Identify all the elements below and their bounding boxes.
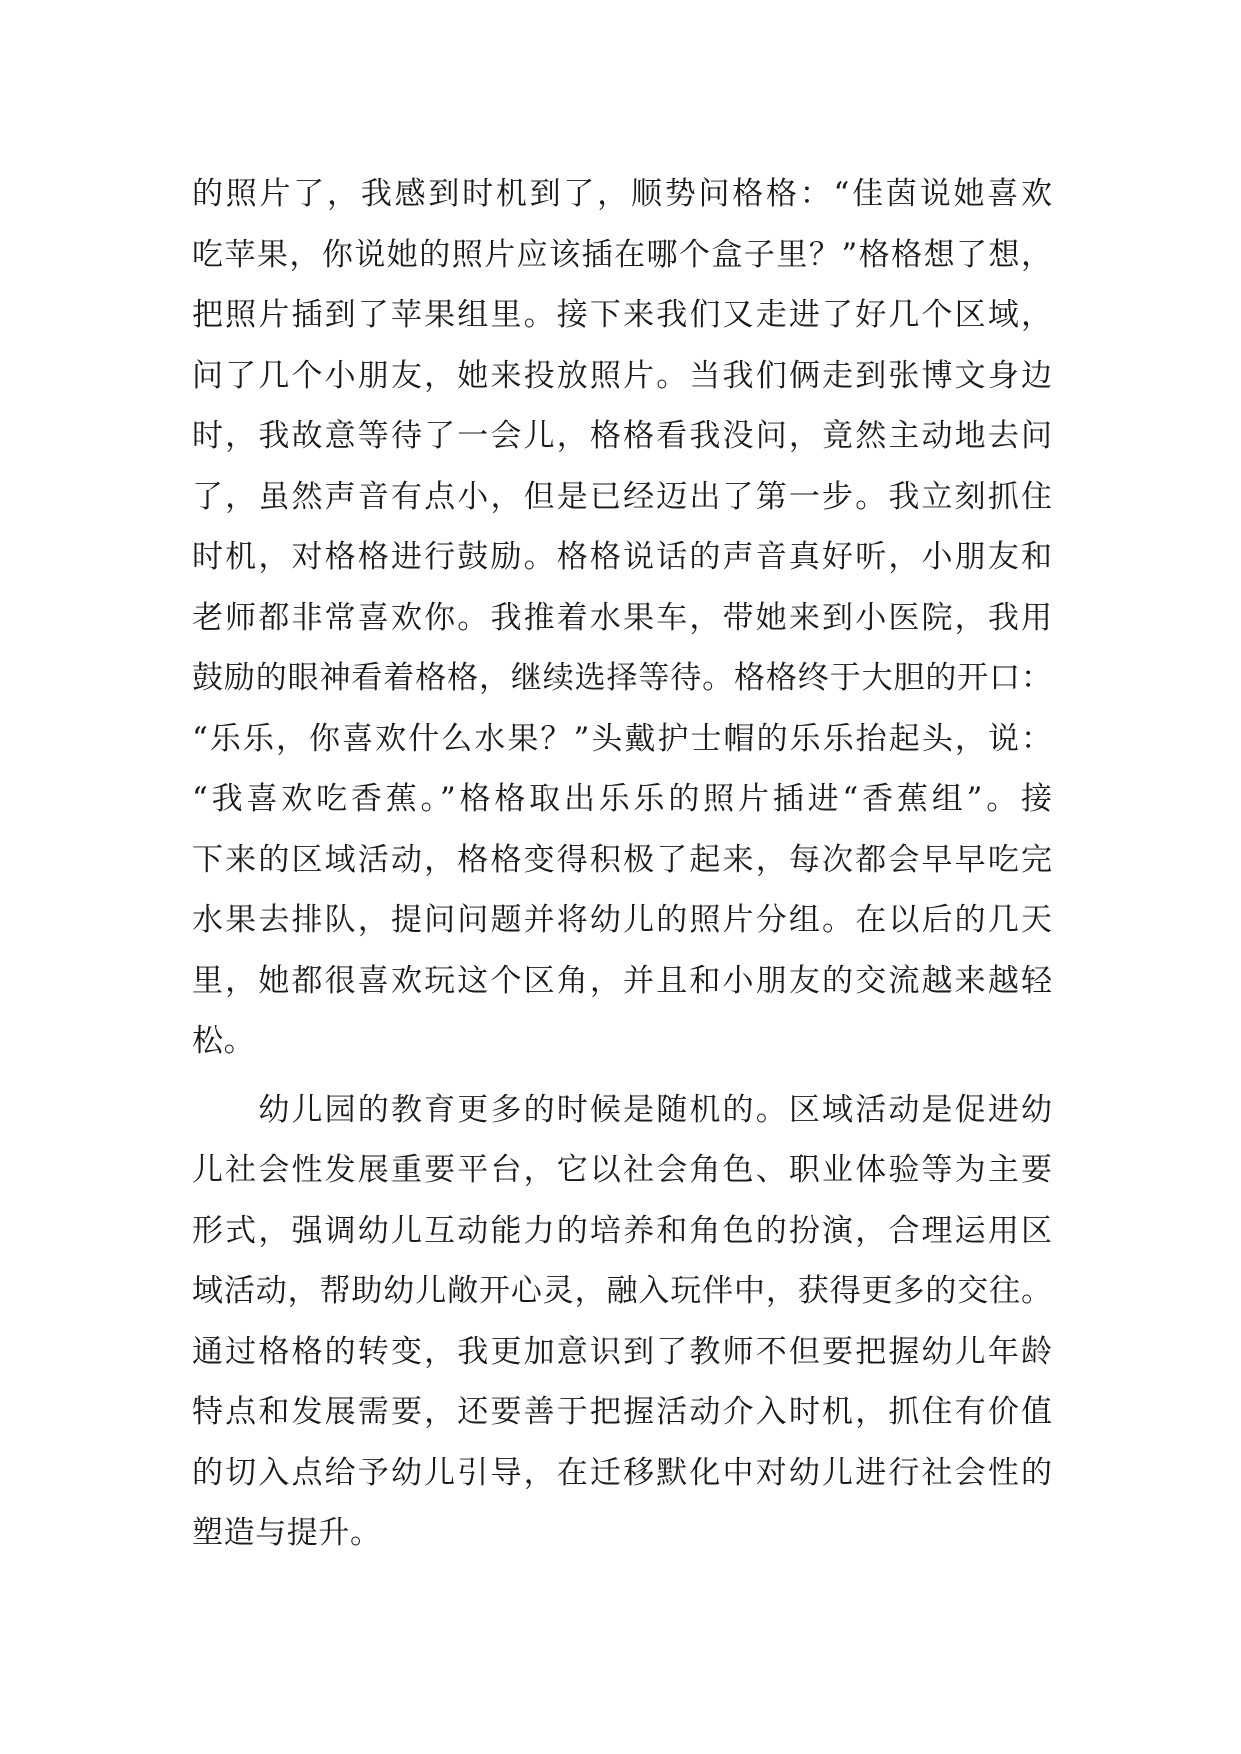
body-text <box>192 164 1052 1564</box>
text-line: 通过格格的转变，我更加意识到了教师不但要把握幼儿年龄 <box>192 1333 1052 1370</box>
paragraph-1 <box>192 164 1052 1072</box>
text-line: “我喜欢吃香蕉。”格格取出乐乐的照片插进“香蕉组”。接 <box>192 781 1052 817</box>
text-line: 儿社会性发展重要平台，它以社会角色、职业体验等为主要 <box>192 1152 1052 1188</box>
text-line: 的照片了，我感到时机到了，顺势问格格：“佳茵说她喜欢 <box>192 176 1052 212</box>
text-line: 松。 <box>192 1023 256 1059</box>
text-line: 问了几个小朋友，她来投放照片。当我们俩走到张博文身边 <box>192 357 1052 394</box>
text-line: 特点和发展需要，还要善于把握活动介入时机，抓住有价值 <box>192 1394 1052 1430</box>
text-line: 水果去排队，提问问题并将幼儿的照片分组。在以后的几天 <box>192 902 1052 938</box>
text-line: “乐乐，你喜欢什么水果？”头戴护士帽的乐乐抬起头，说： <box>192 720 1052 757</box>
text-line: 鼓励的眼神看着格格，继续选择等待。格格终于大胆的开口： <box>192 660 1052 696</box>
text-line: 的切入点给予幼儿引导，在迁移默化中对幼儿进行社会性的 <box>192 1454 1052 1491</box>
text-line: 形式，强调幼儿互动能力的培养和角色的扮演，合理运用区 <box>192 1212 1052 1249</box>
paragraph-2 <box>192 1080 1052 1564</box>
text-line: 时机，对格格进行鼓励。格格说话的声音真好听，小朋友和 <box>192 539 1052 575</box>
text-line: 幼儿园的教育更多的时候是随机的。区域活动是促进幼 <box>192 1091 1052 1128</box>
text-line: 里，她都很喜欢玩这个区角，并且和小朋友的交流越来越轻 <box>192 962 1052 999</box>
text-line: 时，我故意等待了一会儿，格格看我没问，竟然主动地去问 <box>192 418 1052 454</box>
text-line: 了，虽然声音有点小，但是已经迈出了第一步。我立刻抓住 <box>192 478 1052 515</box>
text-line: 塑造与提升。 <box>192 1515 382 1551</box>
text-line: 域活动，帮助幼儿敞开心灵，融入玩伴中，获得更多的交往。 <box>192 1273 1052 1309</box>
text-line: 老师都非常喜欢你。我推着水果车，带她来到小医院，我用 <box>192 599 1052 636</box>
text-line: 下来的区域活动，格格变得积极了起来，每次都会早早吃完 <box>192 841 1052 878</box>
text-line: 把照片插到了苹果组里。接下来我们又走进了好几个区域， <box>192 297 1052 333</box>
text-line: 吃苹果，你说她的照片应该插在哪个盒子里？”格格想了想， <box>192 236 1052 273</box>
